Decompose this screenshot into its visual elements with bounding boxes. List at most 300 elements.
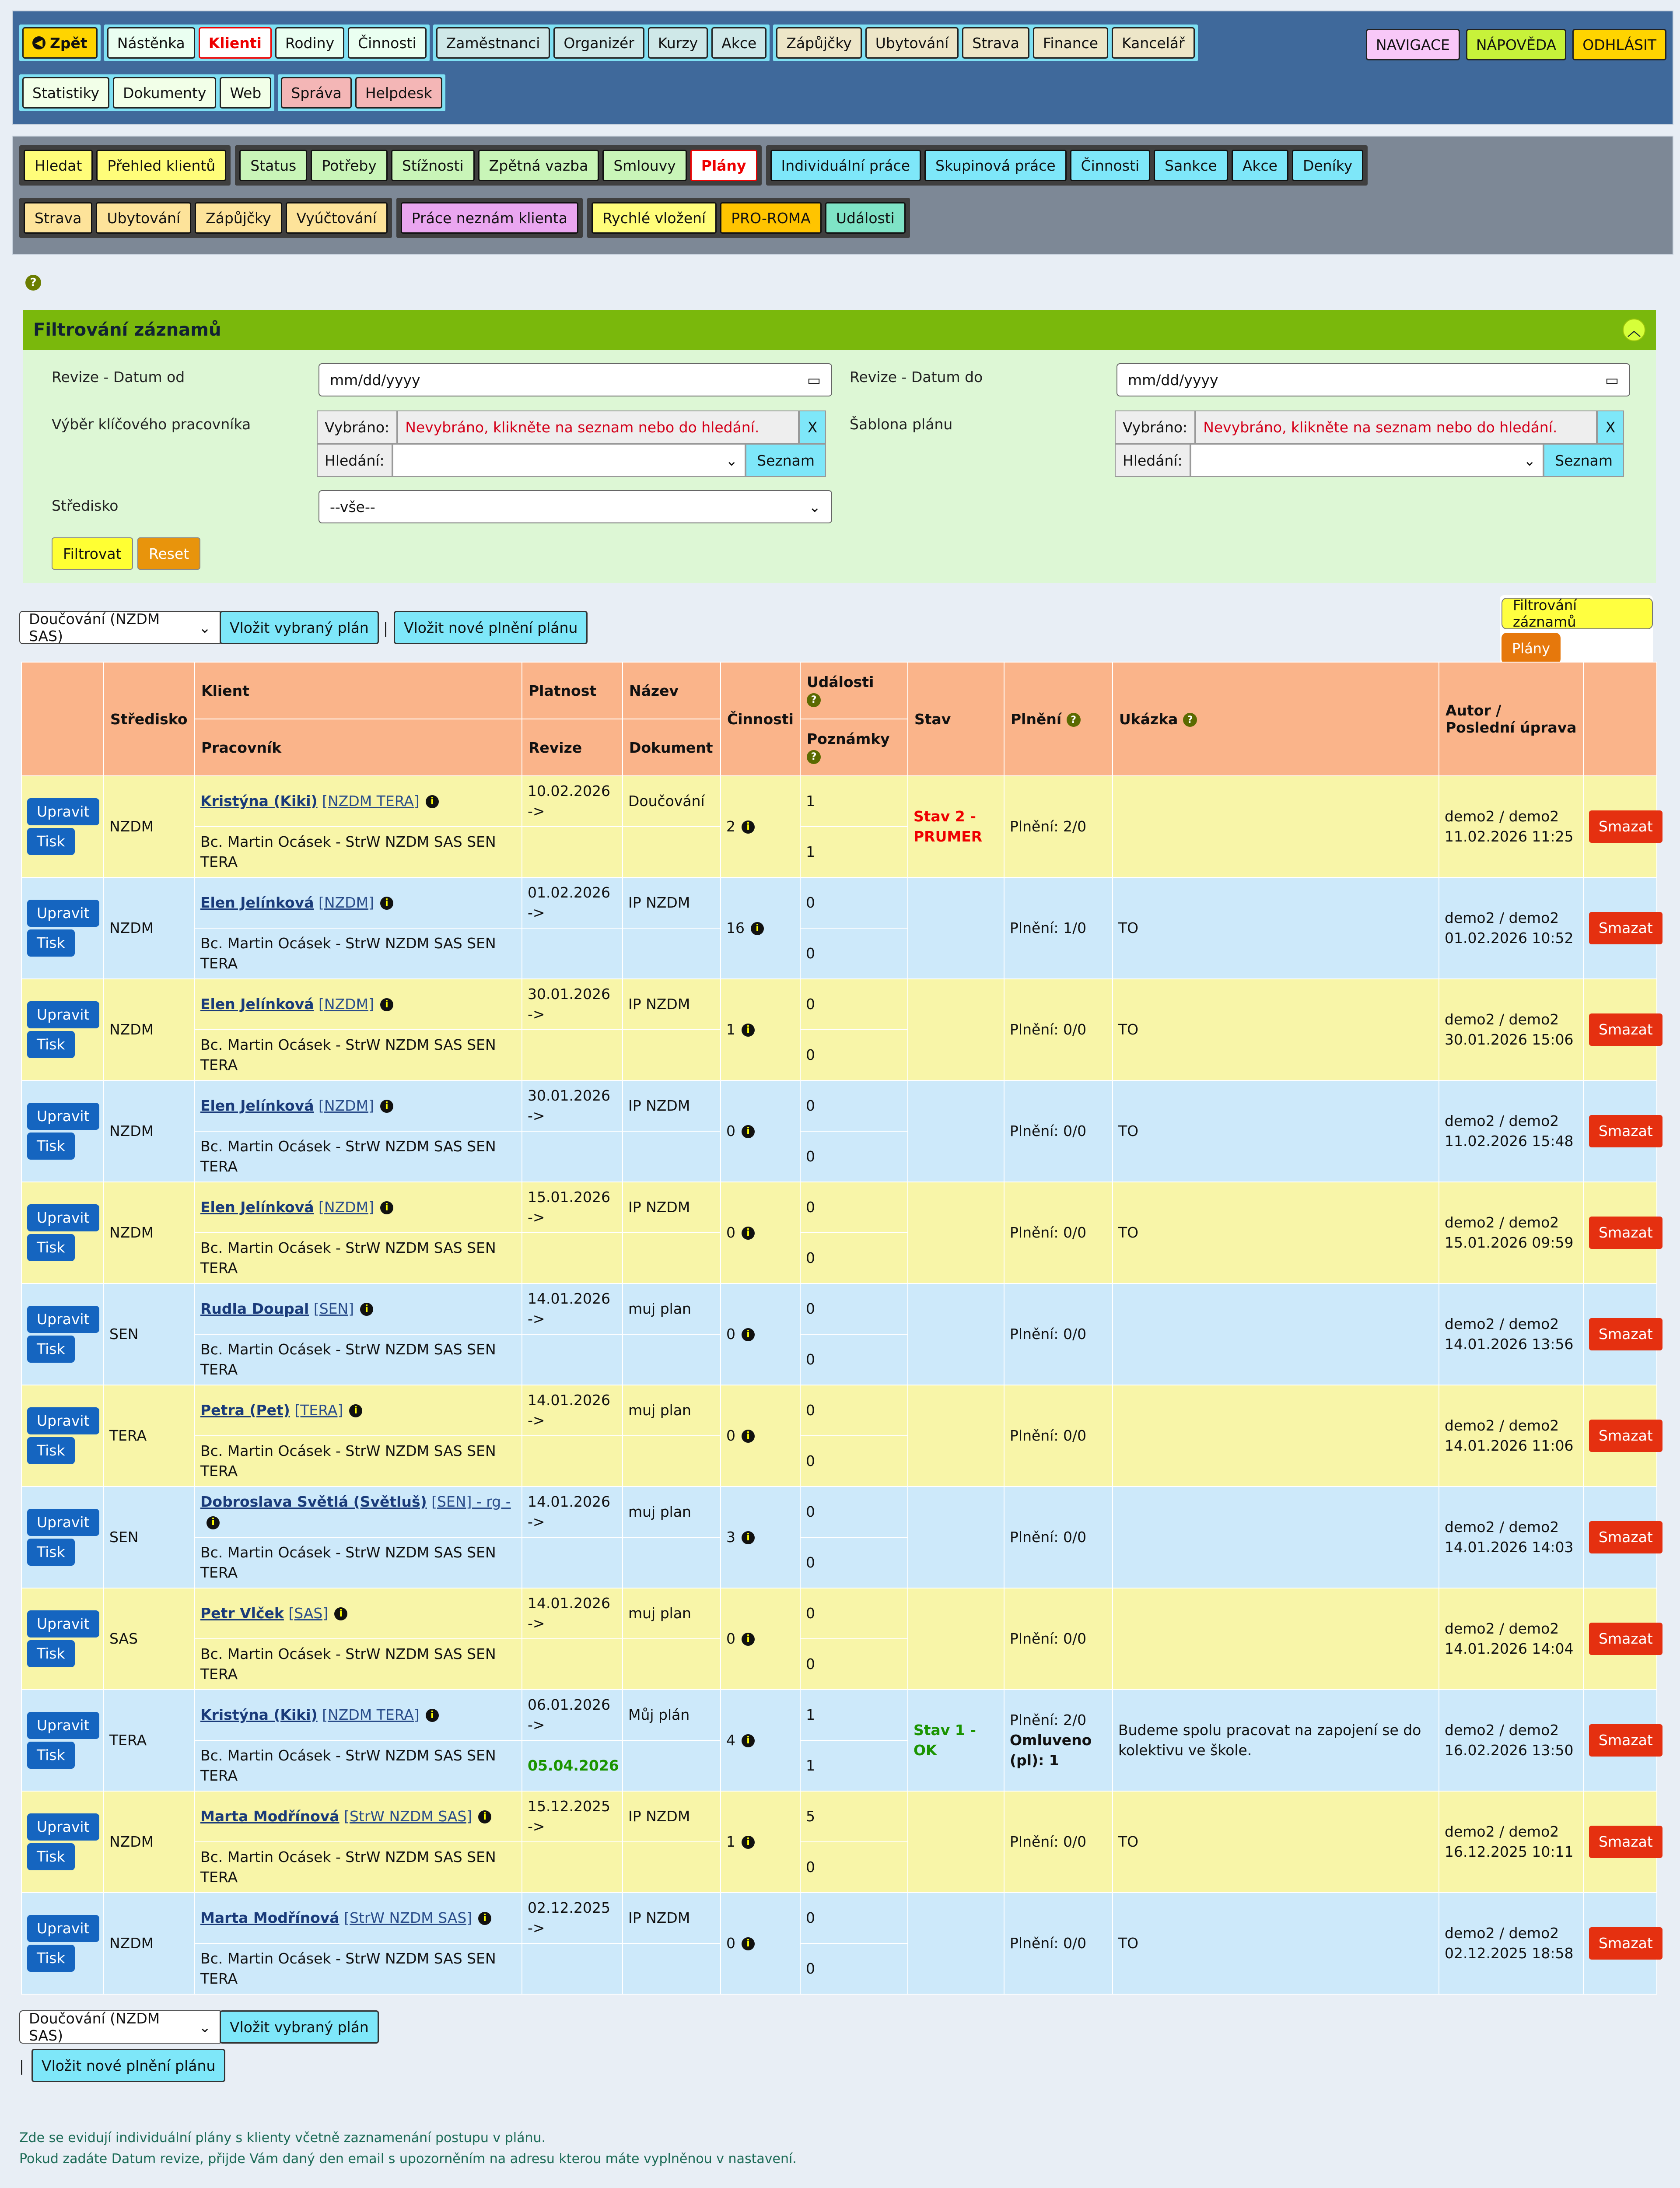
print-button[interactable]: Tisk (27, 1640, 75, 1667)
info-icon[interactable]: i (742, 1024, 755, 1037)
cell-fulfil: Plnění: 1/0 (1010, 919, 1087, 936)
filter-header[interactable] (23, 310, 1656, 350)
cell-notes: 0 (800, 1233, 908, 1283)
cell-activities: 2 (726, 817, 735, 835)
edit-button[interactable]: Upravit (27, 1407, 99, 1434)
client-tag[interactable]: [TERA] (294, 1401, 343, 1419)
help-icon[interactable]: ? (807, 750, 821, 764)
client-tag[interactable]: [NZDM] (318, 1097, 374, 1114)
nav-statistiky[interactable]: Statistiky (22, 77, 109, 109)
cell-modified: 30.01.2026 15:06 (1445, 1031, 1574, 1048)
sub-prace-neznam-klienta[interactable]: Práce neznám klienta (401, 202, 578, 234)
nav-strava[interactable]: Strava (962, 27, 1029, 59)
table-row (21, 1893, 1657, 1943)
cell-name: muj plan (623, 1385, 721, 1436)
cell-author: demo2 / demo2 (1445, 807, 1559, 825)
back-button[interactable]: ◀ Zpět (22, 27, 98, 59)
date-to-label: Revize - Datum do (850, 368, 983, 386)
cell-events: 0 (800, 1080, 908, 1131)
worker-search-input[interactable] (392, 444, 746, 477)
sub-vyuctovani[interactable]: Vyúčtování (286, 202, 388, 234)
info-icon[interactable]: i (742, 1937, 755, 1950)
cell-sample (1113, 1283, 1439, 1385)
sub-hledat[interactable]: Hledat (24, 150, 93, 181)
cell-fulfil: Plnění: 0/0 (1010, 1934, 1087, 1952)
print-button[interactable]: Tisk (27, 1742, 75, 1769)
sub-navigation (12, 136, 1673, 255)
table-row (21, 776, 1657, 827)
plan-select-bottom[interactable]: Doučování (NZDM SAS) ⌄ (19, 2010, 220, 2044)
cell-modified: 16.02.2026 13:50 (1445, 1742, 1574, 1759)
info-icon[interactable]: i (206, 1516, 220, 1529)
sub-stiznosti[interactable]: Stížnosti (391, 150, 475, 181)
nav-klienti[interactable]: Klienti (199, 27, 272, 59)
template-label: Šablona plánu (850, 416, 953, 433)
cell-center: TERA (104, 1385, 195, 1487)
header-nazev: Název (623, 662, 721, 719)
delete-button[interactable]: Smazat (1589, 1927, 1662, 1960)
cell-revision (522, 928, 623, 979)
table-row (21, 1283, 1657, 1334)
nav-dokumenty[interactable]: Dokumenty (113, 77, 216, 109)
client-link[interactable]: Kristýna (Kiki) (200, 792, 318, 810)
help-icon[interactable]: ? (25, 275, 41, 291)
edit-button[interactable]: Upravit (27, 1103, 99, 1130)
edit-button[interactable]: Upravit (27, 1813, 99, 1841)
cell-worker: Bc. Martin Ocásek - StrW NZDM SAS SEN TERA (195, 928, 522, 979)
header-stredisko: Středisko (104, 662, 195, 776)
delete-button[interactable]: Smazat (1589, 1521, 1662, 1553)
sub-smlouvy[interactable]: Smlouvy (602, 150, 686, 181)
cell-author: demo2 / demo2 (1445, 909, 1559, 926)
info-icon[interactable]: i (751, 922, 764, 935)
filter-panel (23, 350, 1656, 583)
table-row (21, 1080, 1657, 1131)
cell-center: TERA (104, 1690, 195, 1791)
client-link[interactable]: Marta Modřínová (200, 1807, 340, 1825)
sub-strava[interactable]: Strava (24, 202, 92, 234)
nav-ubytovani[interactable]: Ubytování (865, 27, 959, 59)
cell-sample (1113, 1487, 1439, 1588)
cell-valid: 30.01.2026 -> (522, 979, 623, 1030)
header-udalosti: Události ? (800, 662, 908, 719)
cell-revision (522, 1943, 623, 1994)
nav-zapujcky[interactable]: Zápůjčky (776, 27, 861, 59)
client-tag[interactable]: [SEN] (313, 1300, 354, 1317)
cell-state: Stav 2 - PRUMER (908, 776, 1004, 877)
info-icon[interactable]: i (742, 820, 755, 834)
cell-events: 0 (800, 1487, 908, 1537)
client-link[interactable]: Elen Jelínková (200, 1198, 314, 1216)
edit-button[interactable]: Upravit (27, 1204, 99, 1231)
center-select[interactable]: --vše-- ⌄ (318, 490, 832, 523)
info-icon[interactable]: i (380, 897, 393, 910)
header-cinnosti: Činnosti (721, 662, 800, 776)
filter-title: Filtrování záznamů (33, 320, 221, 340)
cell-sample: TO (1113, 1893, 1439, 1994)
cell-sample (1113, 1588, 1439, 1690)
cell-revision (522, 1334, 623, 1385)
cell-activities: 0 (726, 1427, 735, 1444)
cell-revision (522, 1537, 623, 1588)
print-button[interactable]: Tisk (27, 1539, 75, 1566)
cell-name: IP NZDM (623, 1791, 721, 1842)
cell-name: muj plan (623, 1588, 721, 1639)
nav-cinnosti[interactable]: Činnosti (348, 27, 427, 59)
print-button[interactable]: Tisk (27, 828, 75, 855)
template-selected-value[interactable]: Nevybráno, klikněte na seznam nebo do hledání. (1195, 410, 1597, 444)
header-klient: Klient (195, 662, 522, 719)
reset-button[interactable]: Reset (137, 537, 200, 570)
sub-skupinova-prace[interactable]: Skupinová práce (924, 150, 1067, 181)
chevron-down-icon: ⌄ (725, 452, 738, 469)
top-navigation (12, 11, 1673, 125)
edit-button[interactable]: Upravit (27, 1509, 99, 1536)
client-link[interactable]: Kristýna (Kiki) (200, 1706, 318, 1723)
sub-sankce[interactable]: Sankce (1154, 150, 1228, 181)
edit-button[interactable]: Upravit (27, 1915, 99, 1942)
help-icon[interactable]: ? (807, 693, 821, 707)
print-button[interactable]: Tisk (27, 929, 75, 957)
table-row (21, 1487, 1657, 1537)
cell-modified: 11.02.2026 15:48 (1445, 1133, 1574, 1150)
header-stav: Stav (908, 662, 1004, 776)
cell-fulfil: Plnění: 0/0 (1010, 1528, 1087, 1546)
worker-list-button[interactable]: Seznam (746, 444, 826, 477)
cell-author: demo2 / demo2 (1445, 1315, 1559, 1332)
cell-worker: Bc. Martin Ocásek - StrW NZDM SAS SEN TERA (195, 1842, 522, 1893)
cell-author: demo2 / demo2 (1445, 1010, 1559, 1028)
print-button[interactable]: Tisk (27, 1234, 75, 1261)
cell-valid: 14.01.2026 -> (522, 1385, 623, 1436)
cell-modified: 01.02.2026 10:52 (1445, 929, 1574, 947)
edit-button[interactable]: Upravit (27, 1306, 99, 1333)
info-icon[interactable]: i (742, 1430, 755, 1443)
client-link[interactable]: Rudla Doupal (200, 1300, 309, 1317)
worker-clear-button[interactable]: X (799, 410, 826, 444)
sub-ubytovani[interactable]: Ubytování (96, 202, 191, 234)
cell-fulfil: Plnění: 0/0 (1010, 1427, 1087, 1444)
client-link[interactable]: Petra (Pet) (200, 1401, 290, 1419)
plan-select[interactable]: Doučování (NZDM SAS) ⌄ (19, 611, 220, 644)
nav-helpdesk[interactable]: Helpdesk (355, 77, 442, 109)
cell-revision (522, 827, 623, 877)
date-from-label: Revize - Datum od (52, 368, 185, 386)
cell-activities: 0 (726, 1224, 735, 1241)
edit-button[interactable]: Upravit (27, 900, 99, 927)
help-icon[interactable]: ? (1183, 713, 1197, 727)
client-link[interactable]: Elen Jelínková (200, 1097, 314, 1114)
cell-sample (1113, 1385, 1439, 1487)
print-button[interactable]: Tisk (27, 1843, 75, 1870)
cell-author: demo2 / demo2 (1445, 1417, 1559, 1434)
cell-modified: 14.01.2026 13:56 (1445, 1336, 1574, 1353)
template-selector: Vybráno: Nevybráno, klikněte na seznam nebo do hledání. X Hledání: ⌄ Seznam (1115, 410, 1624, 477)
date-to-input[interactable]: mm/dd/yyyy ▭ (1116, 363, 1630, 396)
nav-web[interactable]: Web (220, 77, 271, 109)
info-icon[interactable]: i (334, 1607, 347, 1620)
chevron-down-icon: ⌄ (199, 619, 211, 636)
sub-pro-roma[interactable]: PRO-ROMA (720, 202, 822, 234)
client-tag[interactable]: [NZDM] (318, 1198, 374, 1216)
cell-state (908, 979, 1004, 1080)
cell-notes: 0 (800, 1030, 908, 1080)
info-icon[interactable]: i (380, 1100, 393, 1113)
chevron-down-icon: ⌄ (1523, 452, 1536, 469)
cell-state (908, 1283, 1004, 1385)
cell-state (908, 1791, 1004, 1893)
info-icon[interactable]: i (478, 1912, 491, 1925)
cell-author: demo2 / demo2 (1445, 1518, 1559, 1536)
float-filter-button[interactable]: Filtrování záznamů (1502, 598, 1653, 629)
navigace-button[interactable]: NAVIGACE (1366, 29, 1460, 60)
info-icon[interactable]: i (742, 1734, 755, 1747)
insert-selected-plan-button-bottom[interactable]: Vložit vybraný plán (220, 2010, 379, 2044)
table-row (21, 1690, 1657, 1740)
cell-revision (522, 1030, 623, 1080)
cell-sample: TO (1113, 1182, 1439, 1283)
info-icon[interactable]: i (380, 1201, 393, 1214)
cell-valid: 15.12.2025 -> (522, 1791, 623, 1842)
client-tag[interactable]: [SAS] (288, 1604, 329, 1622)
sub-rychle-vlozeni[interactable]: Rychlé vložení (592, 202, 717, 234)
page: ◀ Zpět Nástěnka Klienti Rodiny Činnosti Zaměstnanci Organizér Kurzy Akce Zápůjčky Ubytování Strava Finance Kancelář Statistiky Dokumenty Web Správa Helpdesk NAVIGACE NÁPOVĚDA ODHLÁSIT Hledat Přehled klientů Status Potřeby Stížnosti Zpětná vazba Smlouvy Plány Individuální práce Skupinová práce Činnosti Sankce Akce Deníky Strava Ubytování Zápůjčky Vyúčtování Práce neznám klienta Rychlé vložení PRO-ROMA Události ? Filtrování záznamů ︿ Revize - Datum od mm/dd/yyyy ▭ Revize - Datum do mm/dd/yyyy ▭ Výběr klíčového pracovníka Vybráno: Nevybráno, klikněte na seznam nebo do hledání. X Hledání: ⌄ Seznam Šablona plánu Vybráno: Nevybráno, klikněte na seznam nebo do hledání. X Hledání: ⌄ Seznam Středisko --vše-- ⌄ Filtrovat Reset Doučování (NZDM SAS) ⌄ Vložit vybraný plán | Vložit nové plnění plánu Filtrování záznamů Plány Středisko Klient Platnost Název Činnosti Události ? Stav Plnění ? Ukázka ? Autor / Poslední úprava Pracovník Revize Dokument Poznámky ? Upravit Tisk NZDM Kristýna (Kiki) [NZDM TERA] i 10.02.2026 -> Doučování 2 i 1 Stav 2 - PRUMER Plnění: 2/0 demo2 / demo2 11.02.2026 11:25 Smazat Bc. Martin Ocásek - StrW NZDM SAS SEN TERA 1 Upravit Tisk NZDM Elen Jelínková [NZDM] i 01.02.2026 -> IP NZDM 16 i 0 Plnění: 1/0 TO demo2 / demo2 01.02.2026 10:52 Smazat Bc. Martin Ocásek - StrW NZDM SAS SEN TERA 0 Upravit Tisk NZDM Elen Jelínková [NZDM] i 30.01.2026 -> IP NZDM 1 i 0 Plnění: 0/0 TO demo2 / demo2 30.01.2026 15:06 Smazat Bc. Martin Ocásek - StrW NZDM SAS SEN TERA 0 Upravit Tisk NZDM Elen Jelínková [NZDM] i 30.01.2026 -> IP NZDM 0 i 0 Plnění: 0/0 TO demo2 / demo2 11.02.2026 15:48 Smazat Bc. Martin Ocásek - StrW NZDM SAS SEN TERA 0 Upravit Tisk NZDM Elen Jelínková [NZDM] i 15.01.2026 -> IP NZDM 0 i 0 Plnění: 0/0 TO demo2 / demo2 15.01.2026 09:59 Smazat Bc. Martin Ocásek - StrW NZDM SAS SEN TERA 0 Upravit Tisk SEN Rudla Doupal [SEN] i 14.01.2026 -> muj plan 0 i 0 Plnění: 0/0 demo2 / demo2 14.01.2026 13:56 Smazat Bc. Martin Ocásek - StrW NZDM SAS SEN TERA 0 Upravit Tisk TERA Petra (Pet) [TERA] i 14.01.2026 -> muj plan 0 i 0 Plnění: 0/0 demo2 / demo2 14.01.2026 11:06 Smazat Bc. Martin Ocásek - StrW NZDM SAS SEN TERA 0 Upravit Tisk SEN Dobroslava Světlá (Světluš) [SEN] - rg -i 14.01.2026 -> muj plan 3 i 0 Plnění: 0/0 demo2 / demo2 14.01.2026 14:03 Smazat Bc. Martin Ocásek - StrW NZDM SAS SEN TERA 0 Upravit Tisk SAS Petr Vlček [SAS] i 14.01.2026 -> muj plan 0 i 0 Plnění: 0/0 demo2 / demo2 14.01.2026 14:04 Smazat Bc. Martin Ocásek - StrW NZDM SAS SEN TERA 0 Upravit Tisk TERA Kristýna (Kiki) [NZDM TERA] i 06.01.2026 -> Můj plán 4 i 1 Stav 1 - OK Plnění: 2/0 Omluveno (pl): 1 Budeme spolu pracovat na zapojení se do kolektivu ve škole. demo2 / demo2 16.02.2026 13:50 Smazat Bc. Martin Ocásek - StrW NZDM SAS SEN TERA 05.04.2026 1 Upravit Tisk NZDM Marta Modřínová [StrW NZDM SAS] i 15.12.2025 -> IP NZDM 1 i 5 Plnění: 0/0 TO demo2 / demo2 16.12.2025 10:11 Smazat Bc. Martin Ocásek - StrW NZDM SAS SEN TERA 0 Upravit Tisk NZDM Marta Modřínová [StrW NZDM SAS] i 02.12.2025 -> IP NZDM 0 i 0 Plnění: 0/0 TO demo2 / demo2 02.12.2025 18:58 Smazat Bc. Martin Ocásek - StrW NZDM SAS SEN TERA 0 Doučování (NZDM SAS) ⌄ Vložit vybraný plán | Vložit nové plnění plánu Zde se evidují individuální plány s klienty včetně zaznamenání postupu v plánu. Pokud zadáte Datum revize, přijde Vám daný den email s upozorněním na adresu kterou máte vyplněnou v nastavení. (0, 0, 1680, 2188)
template-list-button[interactable]: Seznam (1544, 444, 1624, 477)
header-platnost: Platnost (522, 662, 623, 719)
info-icon[interactable]: i (742, 1836, 755, 1849)
template-clear-button[interactable]: X (1597, 410, 1624, 444)
cell-valid: 06.01.2026 -> (522, 1690, 623, 1740)
insert-new-fulfilment-button-bottom[interactable]: Vložit nové plnění plánu (32, 2049, 225, 2082)
sub-deniky[interactable]: Deníky (1292, 150, 1363, 181)
header-ukazka: Ukázka ? (1113, 662, 1439, 776)
cell-name: IP NZDM (623, 1182, 721, 1233)
cell-fulfil: Plnění: 0/0 (1010, 1020, 1087, 1038)
delete-button[interactable]: Smazat (1589, 810, 1662, 843)
edit-button[interactable]: Upravit (27, 1712, 99, 1739)
cell-modified: 14.01.2026 14:04 (1445, 1640, 1574, 1657)
delete-button[interactable]: Smazat (1589, 1115, 1662, 1147)
cell-sample: Budeme spolu pracovat na zapojení se do kolektivu ve škole. (1113, 1690, 1439, 1791)
cell-center: SEN (104, 1487, 195, 1588)
delete-button[interactable]: Smazat (1589, 1318, 1662, 1350)
table-row (21, 1791, 1657, 1842)
cell-name: Můj plán (623, 1690, 721, 1740)
cell-sample: TO (1113, 1080, 1439, 1182)
sub-status[interactable]: Status (239, 150, 307, 181)
sub-akce[interactable]: Akce (1232, 150, 1288, 181)
napoveda-button[interactable]: NÁPOVĚDA (1466, 29, 1566, 60)
client-link[interactable]: Marta Modřínová (200, 1909, 340, 1926)
cell-worker: Bc. Martin Ocásek - StrW NZDM SAS SEN TERA (195, 1537, 522, 1588)
cell-notes: 0 (800, 1334, 908, 1385)
client-link[interactable]: Petr Vlček (200, 1604, 284, 1622)
delete-button[interactable]: Smazat (1589, 1420, 1662, 1452)
delete-button[interactable]: Smazat (1589, 1724, 1662, 1757)
worker-selected-value[interactable]: Nevybráno, klikněte na seznam nebo do hledání. (397, 410, 799, 444)
worker-label: Výběr klíčového pracovníka (52, 416, 251, 433)
cell-worker: Bc. Martin Ocásek - StrW NZDM SAS SEN TERA (195, 1131, 522, 1182)
delete-button[interactable]: Smazat (1589, 912, 1662, 944)
cell-name: IP NZDM (623, 979, 721, 1030)
nav-rodiny[interactable]: Rodiny (275, 27, 344, 59)
print-button[interactable]: Tisk (27, 1031, 75, 1058)
cell-activities: 4 (726, 1731, 735, 1749)
insert-selected-plan-button[interactable]: Vložit vybraný plán (220, 611, 379, 644)
table-row (21, 1588, 1657, 1639)
nav-kurzy[interactable]: Kurzy (648, 27, 708, 59)
delete-button[interactable]: Smazat (1589, 1217, 1662, 1249)
collapse-icon[interactable]: ︿ (1623, 319, 1645, 341)
client-tag[interactable]: [StrW NZDM SAS] (344, 1909, 472, 1926)
client-tag[interactable]: [NZDM] (318, 894, 374, 911)
cell-notes: 0 (800, 928, 908, 979)
table-row (21, 979, 1657, 1030)
filter-button[interactable]: Filtrovat (52, 537, 133, 570)
print-button[interactable]: Tisk (27, 1133, 75, 1160)
header-autor: Autor / Poslední úprava (1439, 662, 1583, 776)
nav-nastenka[interactable]: Nástěnka (107, 27, 195, 59)
info-icon[interactable]: i (742, 1125, 755, 1138)
calendar-icon[interactable]: ▭ (807, 371, 821, 389)
print-button[interactable]: Tisk (27, 1336, 75, 1363)
sub-zpetna-vazba[interactable]: Zpětná vazba (478, 150, 599, 181)
cell-author: demo2 / demo2 (1445, 1620, 1559, 1637)
cell-center: NZDM (104, 877, 195, 979)
delete-button[interactable]: Smazat (1589, 1826, 1662, 1858)
sub-potreby[interactable]: Potřeby (311, 150, 387, 181)
float-plany-button[interactable]: Plány (1502, 633, 1561, 664)
info-icon[interactable]: i (478, 1810, 491, 1823)
sub-udalosti[interactable]: Události (825, 202, 906, 234)
client-tag[interactable]: [NZDM] (318, 995, 374, 1013)
calendar-icon[interactable]: ▭ (1605, 371, 1619, 389)
cell-worker: Bc. Martin Ocásek - StrW NZDM SAS SEN TERA (195, 1334, 522, 1385)
cell-notes: 1 (800, 1740, 908, 1791)
info-icon[interactable]: i (426, 795, 439, 808)
edit-button[interactable]: Upravit (27, 1001, 99, 1028)
nav-sprava[interactable]: Správa (281, 77, 351, 109)
odhlasit-button[interactable]: ODHLÁSIT (1572, 29, 1666, 60)
cell-fulfil: Plnění: 0/0 (1010, 1122, 1087, 1140)
cell-events: 5 (800, 1791, 908, 1842)
back-arrow-icon: ◀ (32, 36, 46, 49)
nav-finance[interactable]: Finance (1033, 27, 1108, 59)
center-label: Středisko (52, 497, 119, 514)
cell-state: Stav 1 - OK (908, 1690, 1004, 1791)
cell-state (908, 1487, 1004, 1588)
cell-notes: 1 (800, 827, 908, 877)
cell-worker: Bc. Martin Ocásek - StrW NZDM SAS SEN TERA (195, 827, 522, 877)
cell-activities: 0 (726, 1122, 735, 1140)
nav-zamestnanci[interactable]: Zaměstnanci (436, 27, 550, 59)
cell-state (908, 1893, 1004, 1994)
help-icon[interactable]: ? (1067, 713, 1081, 727)
cell-state (908, 1182, 1004, 1283)
client-link[interactable]: Dobroslava Světlá (Světluš) (200, 1493, 427, 1510)
cell-sample (1113, 776, 1439, 877)
client-link[interactable]: Elen Jelínková (200, 995, 314, 1013)
info-icon[interactable]: i (742, 1531, 755, 1544)
cell-modified: 15.01.2026 09:59 (1445, 1234, 1574, 1251)
sub-individualni-prace[interactable]: Individuální práce (770, 150, 921, 181)
cell-notes: 0 (800, 1943, 908, 1994)
print-button[interactable]: Tisk (27, 1437, 75, 1464)
print-button[interactable]: Tisk (27, 1945, 75, 1972)
cell-modified: 16.12.2025 10:11 (1445, 1843, 1574, 1860)
cell-center: NZDM (104, 1791, 195, 1893)
cell-fulfil: Plnění: 2/0 (1010, 1711, 1087, 1729)
cell-author: demo2 / demo2 (1445, 1823, 1559, 1840)
info-icon[interactable]: i (349, 1404, 362, 1417)
template-search-input[interactable] (1190, 444, 1544, 477)
cell-activities: 16 (726, 919, 745, 936)
cell-events: 0 (800, 1385, 908, 1436)
cell-notes: 0 (800, 1842, 908, 1893)
header-revize: Revize (522, 719, 623, 776)
insert-new-fulfilment-button[interactable]: Vložit nové plnění plánu (394, 611, 588, 644)
cell-worker: Bc. Martin Ocásek - StrW NZDM SAS SEN TERA (195, 1030, 522, 1080)
edit-button[interactable]: Upravit (27, 1610, 99, 1637)
cell-author: demo2 / demo2 (1445, 1213, 1559, 1231)
cell-activities: 1 (726, 1833, 735, 1850)
cell-notes: 0 (800, 1639, 908, 1690)
cell-activities: 0 (726, 1325, 735, 1343)
info-icon[interactable]: i (742, 1328, 755, 1341)
sub-prehled-klientu[interactable]: Přehled klientů (96, 150, 226, 181)
client-link[interactable]: Elen Jelínková (200, 894, 314, 911)
nav-akce[interactable]: Akce (711, 27, 766, 59)
client-tag[interactable]: [StrW NZDM SAS] (344, 1807, 472, 1825)
cell-state (908, 1385, 1004, 1487)
sub-zapujcky[interactable]: Zápůjčky (195, 202, 282, 234)
nav-organizer[interactable]: Organizér (553, 27, 644, 59)
sub-cinnosti[interactable]: Činnosti (1070, 150, 1151, 181)
info-icon[interactable]: i (380, 998, 393, 1011)
date-from-input[interactable]: mm/dd/yyyy ▭ (318, 363, 832, 396)
cell-modified: 02.12.2025 18:58 (1445, 1945, 1574, 1962)
delete-button[interactable]: Smazat (1589, 1623, 1662, 1655)
cell-revision: 05.04.2026 (522, 1740, 623, 1791)
sub-plany[interactable]: Plány (690, 150, 757, 181)
cell-center: NZDM (104, 1080, 195, 1182)
table-row (21, 877, 1657, 928)
cell-revision (522, 1436, 623, 1487)
info-icon[interactable]: i (426, 1709, 439, 1722)
info-note-2: Pokud zadáte Datum revize, přijde Vám daný den email s upozorněním na adresu kterou máte vyplněnou v nastavení. (19, 2151, 797, 2167)
client-tag[interactable]: [NZDM TERA] (322, 792, 420, 810)
client-tag[interactable]: [NZDM TERA] (322, 1706, 420, 1723)
info-icon[interactable]: i (742, 1633, 755, 1646)
cell-center: SAS (104, 1588, 195, 1690)
cell-center: NZDM (104, 1182, 195, 1283)
header-plneni: Plnění ? (1004, 662, 1113, 776)
cell-events: 0 (800, 877, 908, 928)
info-icon[interactable]: i (742, 1227, 755, 1240)
cell-author: demo2 / demo2 (1445, 1924, 1559, 1942)
edit-button[interactable]: Upravit (27, 798, 99, 825)
cell-name: muj plan (623, 1283, 721, 1334)
cell-valid: 15.01.2026 -> (522, 1182, 623, 1233)
header-pracovnik: Pracovník (195, 719, 522, 776)
cell-name: muj plan (623, 1487, 721, 1537)
delete-button[interactable]: Smazat (1589, 1013, 1662, 1046)
client-tag[interactable]: [SEN] - rg - (431, 1493, 511, 1510)
cell-events: 0 (800, 1588, 908, 1639)
worker-selector: Vybráno: Nevybráno, klikněte na seznam nebo do hledání. X Hledání: ⌄ Seznam (317, 410, 826, 477)
nav-kancelar[interactable]: Kancelář (1112, 27, 1195, 59)
info-icon[interactable]: i (360, 1303, 373, 1316)
